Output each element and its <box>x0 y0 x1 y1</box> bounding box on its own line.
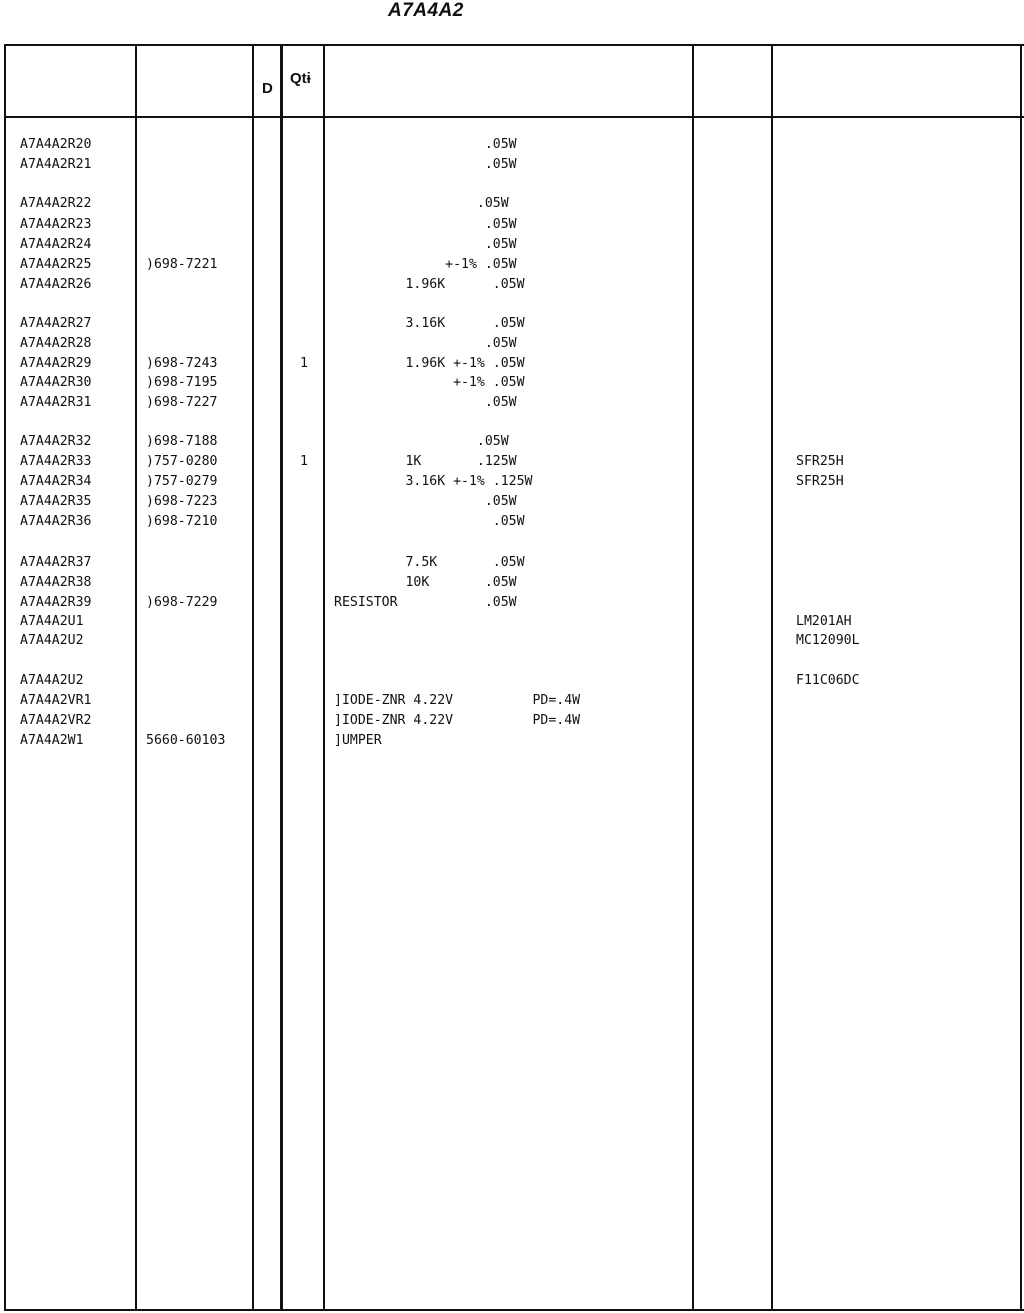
description: .05W <box>334 395 517 410</box>
description: .05W <box>334 336 517 351</box>
reference-designator: A7A4A2U2 <box>20 673 84 688</box>
reference-designator: A7A4A2R38 <box>20 575 92 590</box>
description: ]IODE-ZNR 4.22V PD=.4W <box>334 713 581 728</box>
reference-designator: A7A4A2R37 <box>20 555 92 570</box>
description: .05W <box>334 434 509 449</box>
reference-designator: A7A4A2R35 <box>20 494 92 509</box>
quantity: 1 <box>300 454 308 469</box>
description: .05W <box>334 196 509 211</box>
part-number: )757-0280 <box>146 454 218 469</box>
manufacturer-part-number: F11C06DC <box>796 673 860 688</box>
table-row <box>0 335 1024 353</box>
part-number: )698-7188 <box>146 434 218 449</box>
table-row <box>0 554 1024 572</box>
description: .05W <box>334 157 517 172</box>
description: RESISTOR .05W <box>334 595 517 610</box>
table-row <box>0 453 1024 471</box>
table-row <box>0 236 1024 254</box>
table-row <box>0 256 1024 274</box>
page-title: A7A4A2 <box>388 0 464 21</box>
part-number: )757-0279 <box>146 474 218 489</box>
table-row <box>0 574 1024 592</box>
part-number: )698-7229 <box>146 595 218 610</box>
part-number: )698-7243 <box>146 356 218 371</box>
table-row <box>0 433 1024 451</box>
reference-designator: A7A4A2R31 <box>20 395 92 410</box>
description: 10K .05W <box>334 575 517 590</box>
part-number: )698-7195 <box>146 375 218 390</box>
header-d-label: D <box>262 80 273 97</box>
table-row <box>0 355 1024 373</box>
description: 1K .125W <box>334 454 517 469</box>
table-row <box>0 672 1024 690</box>
table-row <box>0 594 1024 612</box>
description: 3.16K +-1% .125W <box>334 474 533 489</box>
reference-designator: A7A4A2VR1 <box>20 693 92 708</box>
reference-designator: A7A4A2R30 <box>20 375 92 390</box>
table-row <box>0 473 1024 491</box>
manufacturer-part-number: LM201AH <box>796 614 852 629</box>
description: 7.5K .05W <box>334 555 525 570</box>
header-qty-label: Qtɨ <box>290 70 311 87</box>
description: .05W <box>334 237 517 252</box>
quantity: 1 <box>300 356 308 371</box>
table-row <box>0 394 1024 412</box>
description: .05W <box>334 217 517 232</box>
part-number: )698-7227 <box>146 395 218 410</box>
description: 1.96K .05W <box>334 277 525 292</box>
reference-designator: A7A4A2R32 <box>20 434 92 449</box>
manufacturer-part-number: MC12090L <box>796 633 860 648</box>
description: +-1% .05W <box>334 375 525 390</box>
description: 1.96K +-1% .05W <box>334 356 525 371</box>
table-row <box>0 156 1024 174</box>
reference-designator: A7A4A2R36 <box>20 514 92 529</box>
part-number: )698-7210 <box>146 514 218 529</box>
reference-designator: A7A4A2R26 <box>20 277 92 292</box>
part-number: )698-7221 <box>146 257 218 272</box>
table-row <box>0 712 1024 730</box>
reference-designator: A7A4A2R22 <box>20 196 92 211</box>
reference-designator: A7A4A2R34 <box>20 474 92 489</box>
reference-designator: A7A4A2R33 <box>20 454 92 469</box>
part-number: 5660-60103 <box>146 733 226 748</box>
description: ]IODE-ZNR 4.22V PD=.4W <box>334 693 581 708</box>
reference-designator: A7A4A2R27 <box>20 316 92 331</box>
table-row <box>0 374 1024 392</box>
table-row <box>0 315 1024 333</box>
description: +-1% .05W <box>334 257 517 272</box>
description: ]UMPER <box>334 733 382 748</box>
reference-designator: A7A4A2R21 <box>20 157 92 172</box>
table-row <box>0 493 1024 511</box>
description: .05W <box>334 514 525 529</box>
part-number: )698-7223 <box>146 494 218 509</box>
table-row <box>0 513 1024 531</box>
manufacturer-part-number: SFR25H <box>796 474 844 489</box>
description: .05W <box>334 137 517 152</box>
reference-designator: A7A4A2U1 <box>20 614 84 629</box>
reference-designator: A7A4A2R29 <box>20 356 92 371</box>
table-row <box>0 276 1024 294</box>
reference-designator: A7A4A2R39 <box>20 595 92 610</box>
table-row <box>0 136 1024 154</box>
reference-designator: A7A4A2R20 <box>20 137 92 152</box>
reference-designator: A7A4A2R23 <box>20 217 92 232</box>
table-row <box>0 195 1024 213</box>
reference-designator: A7A4A2U2 <box>20 633 84 648</box>
table-row <box>0 732 1024 750</box>
reference-designator: A7A4A2R24 <box>20 237 92 252</box>
table-row <box>0 632 1024 650</box>
table-row <box>0 216 1024 234</box>
reference-designator: A7A4A2W1 <box>20 733 84 748</box>
description: 3.16K .05W <box>334 316 525 331</box>
table-row <box>0 613 1024 631</box>
reference-designator: A7A4A2R25 <box>20 257 92 272</box>
reference-designator: A7A4A2R28 <box>20 336 92 351</box>
manufacturer-part-number: SFR25H <box>796 454 844 469</box>
reference-designator: A7A4A2VR2 <box>20 713 92 728</box>
description: .05W <box>334 494 517 509</box>
table-row <box>0 692 1024 710</box>
